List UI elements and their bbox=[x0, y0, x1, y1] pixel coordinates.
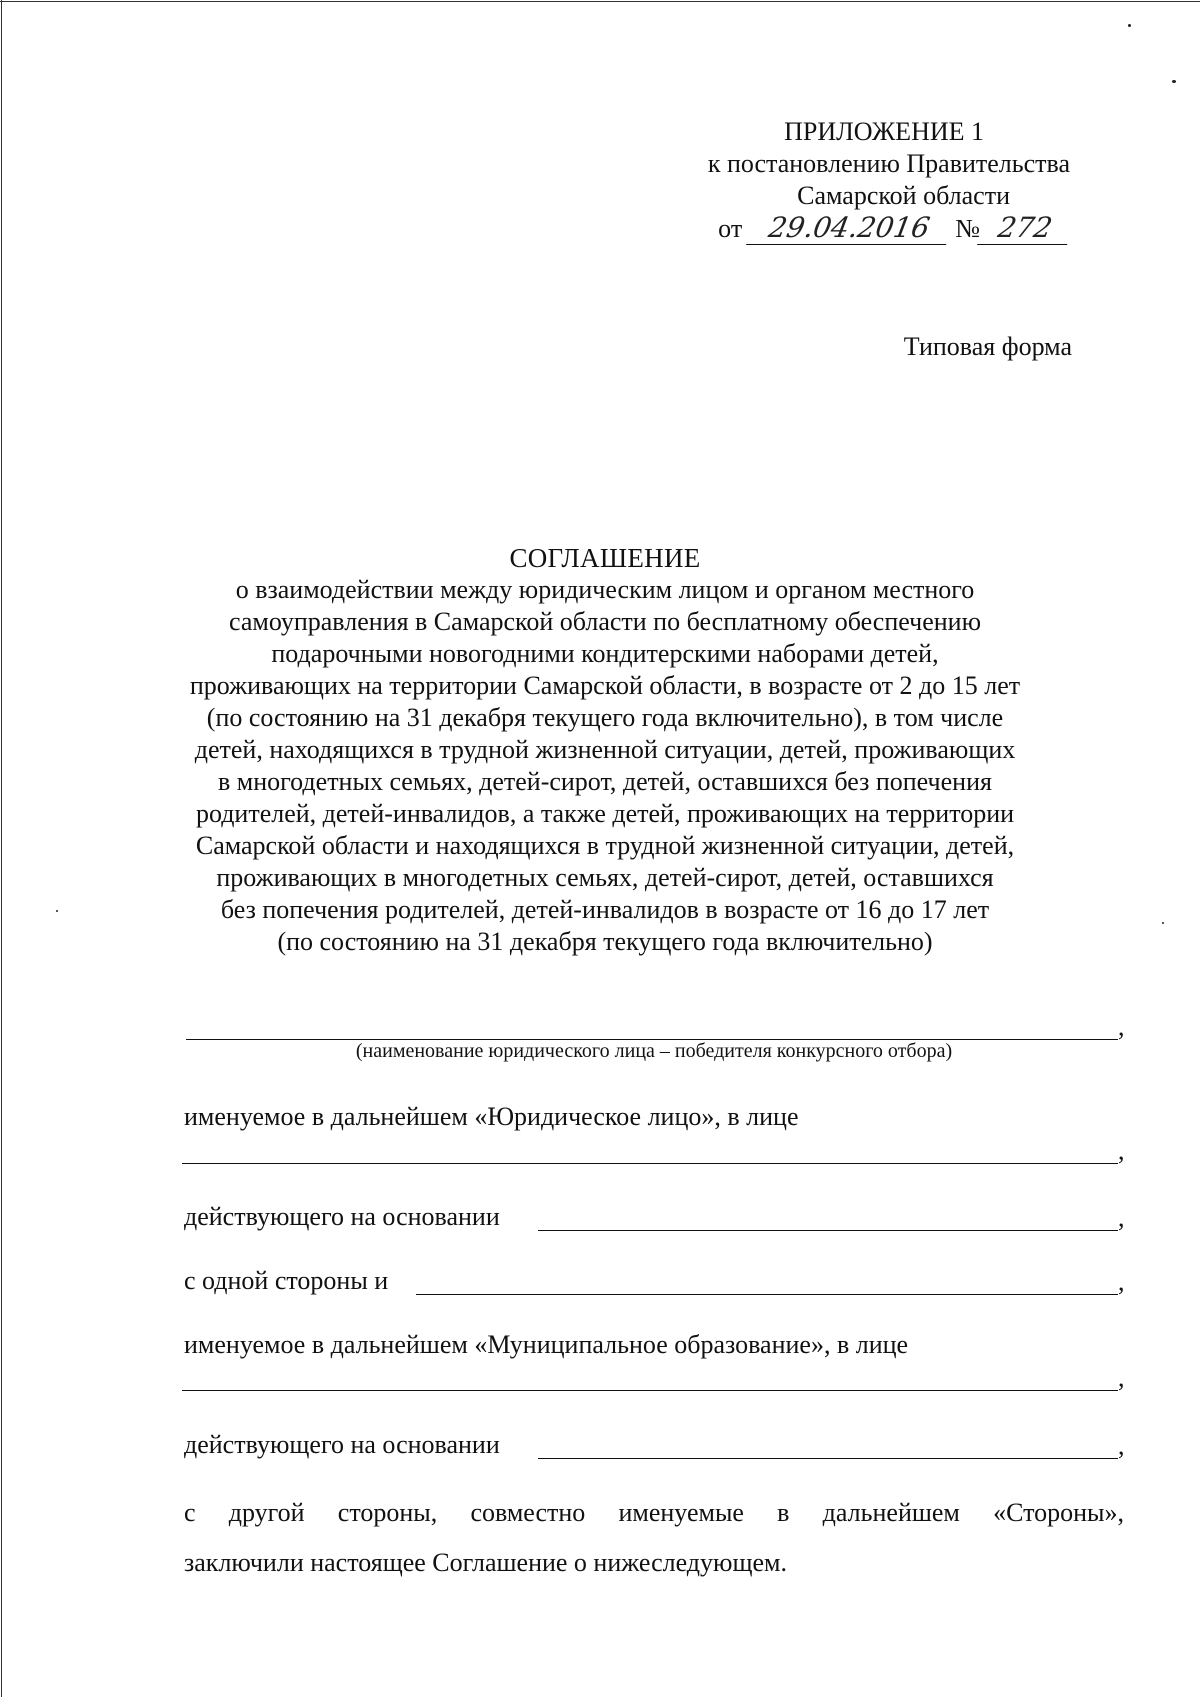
title-line: родителей, детей-инвалидов, а также детей, проживающих на территории bbox=[195, 799, 1015, 828]
legal-entity-representative-blank[interactable] bbox=[182, 1163, 1118, 1164]
acting-basis-blank-1[interactable] bbox=[538, 1230, 1118, 1231]
municipal-representative-blank[interactable] bbox=[182, 1390, 1118, 1391]
scan-speck bbox=[1128, 24, 1131, 27]
comma: , bbox=[1118, 1363, 1125, 1392]
closing-line-2: заключили настоящее Соглашение о нижеследующем. bbox=[184, 1548, 787, 1577]
scan-edge-top bbox=[0, 1, 1200, 2]
appendix-resolution: к постановлению Правительства bbox=[707, 149, 1070, 178]
scan-speck bbox=[56, 910, 58, 912]
closing-paragraph bbox=[184, 1488, 1124, 1588]
comma: , bbox=[1118, 1136, 1125, 1165]
title-line: самоуправления в Самарской области по бесплатному обеспечению bbox=[228, 607, 981, 636]
closing-line-1: с другой стороны, совместно именуемые в дальнейшем «Стороны», bbox=[184, 1498, 1124, 1527]
acting-basis-label-1: действующего на основании bbox=[184, 1202, 500, 1231]
title-line: (по состоянию на 31 декабря текущего года включительно), в том числе bbox=[206, 703, 1004, 732]
acting-basis-blank-2[interactable] bbox=[538, 1458, 1118, 1459]
date-prefix: от bbox=[718, 214, 743, 243]
municipal-named-label: именуемое в дальнейшем «Муниципальное образование», в лице bbox=[184, 1330, 909, 1359]
title-line: о взаимодействии между юридическим лицом и органом местного bbox=[235, 575, 975, 604]
title-line: подарочными новогодними кондитерскими наборами детей, bbox=[271, 639, 939, 668]
one-side-label: с одной стороны и bbox=[184, 1266, 389, 1295]
appendix-region: Самарской области bbox=[797, 181, 1010, 210]
title-line: проживающих на территории Самарской области, в возрасте от 2 до 15 лет bbox=[189, 671, 1021, 700]
comma: , bbox=[1118, 1267, 1125, 1296]
agreement-heading: СОГЛАШЕНИЕ bbox=[509, 543, 701, 573]
scan-edge-left bbox=[1, 0, 2, 1697]
municipality-name-blank[interactable] bbox=[416, 1294, 1118, 1295]
legal-entity-caption: (наименование юридического лица – победителя конкурсного отбора) bbox=[355, 1040, 953, 1062]
comma: , bbox=[1118, 1012, 1125, 1041]
title-line: в многодетных семьях, детей-сирот, детей, оставшихся без попечения bbox=[218, 767, 992, 796]
comma: , bbox=[1118, 1203, 1125, 1232]
title-line: детей, находящихся в трудной жизненной ситуации, детей, проживающих bbox=[194, 735, 1016, 764]
title-line: без попечения родителей, детей-инвалидов в возрасте от 16 до 17 лет bbox=[220, 895, 990, 924]
title-line: (по состоянию на 31 декабря текущего года включительно) bbox=[277, 927, 933, 956]
title-line: Самарской области и находящихся в трудной жизненной ситуации, детей, bbox=[195, 831, 1015, 860]
scan-speck bbox=[1172, 80, 1176, 83]
handwritten-date: 29.04.2016 bbox=[746, 212, 952, 245]
handwritten-number: 272 bbox=[977, 212, 1073, 245]
title-line: проживающих в многодетных семьях, детей-сирот, детей, оставшихся bbox=[216, 863, 994, 892]
form-type-label: Типовая форма bbox=[903, 332, 1072, 361]
appendix-date-number bbox=[590, 212, 1070, 245]
acting-basis-label-2: действующего на основании bbox=[184, 1430, 500, 1459]
appendix-header bbox=[590, 116, 1070, 245]
comma: , bbox=[1118, 1431, 1125, 1460]
scan-speck bbox=[1162, 922, 1164, 924]
appendix-title: ПРИЛОЖЕНИЕ 1 bbox=[784, 117, 984, 146]
number-prefix: № bbox=[955, 214, 980, 243]
agreement-title bbox=[100, 542, 1110, 958]
legal-entity-named-label: именуемое в дальнейшем «Юридическое лицо», в лице bbox=[184, 1102, 799, 1131]
